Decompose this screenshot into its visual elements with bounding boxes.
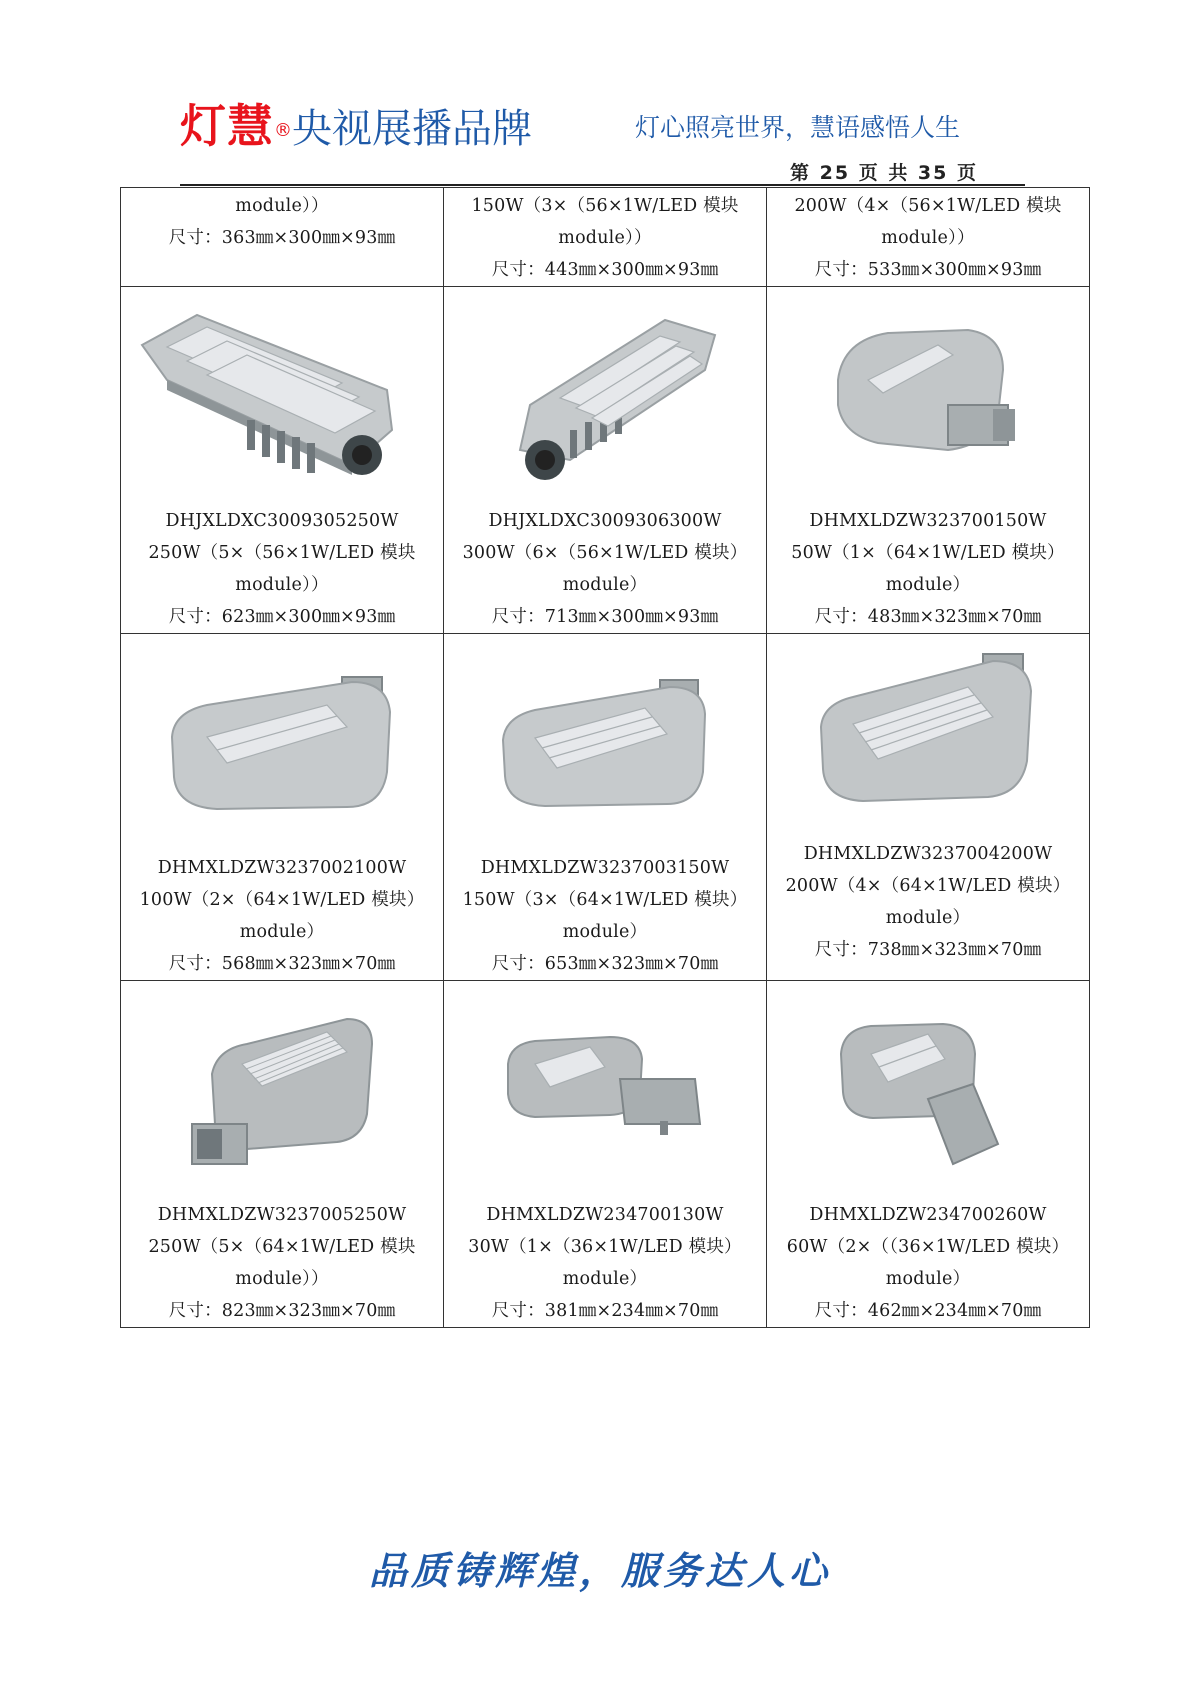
product-image — [121, 981, 443, 1207]
spec-line: 150W（3×（64×1W/LED 模块） — [462, 890, 748, 910]
spec-line: 300W（6×（56×1W/LED 模块） — [462, 543, 748, 563]
size-line: 尺寸：653㎜×323㎜×70㎜ — [491, 954, 719, 974]
cell-text — [767, 838, 1089, 966]
cell-text — [444, 852, 766, 980]
table-row — [121, 634, 1090, 981]
model-number: DHMXLDZW234700260W — [809, 1205, 1047, 1225]
spec-line: module）） — [235, 1269, 329, 1289]
size-line: 尺寸：738㎜×323㎜×70㎜ — [814, 940, 1042, 960]
spec-line: module）） — [235, 575, 329, 595]
size-line: 尺寸：568㎜×323㎜×70㎜ — [168, 954, 396, 974]
size-line: 尺寸：533㎜×300㎜×93㎜ — [814, 260, 1042, 280]
model-number: DHMXLDZW3237003150W — [480, 858, 730, 878]
page-number: 第 25 页 共 35 页 — [790, 162, 978, 184]
product-image — [121, 634, 443, 860]
size-line: 尺寸：713㎜×300㎜×93㎜ — [491, 607, 719, 627]
spec-line: module）） — [235, 196, 329, 216]
cell-text — [444, 188, 766, 286]
product-cell — [767, 634, 1090, 981]
product-image — [767, 634, 1089, 834]
spec-line: 200W（4×（64×1W/LED 模块） — [785, 876, 1071, 896]
spec-line: 250W（5×（64×1W/LED 模块 — [148, 1237, 416, 1257]
product-cell — [121, 188, 444, 287]
product-table — [120, 187, 1090, 1328]
led-street-light-2-module-icon — [162, 667, 402, 827]
size-line: 尺寸：823㎜×323㎜×70㎜ — [168, 1301, 396, 1321]
led-street-light-1-module-icon — [828, 325, 1028, 475]
cell-text — [121, 505, 443, 633]
product-cell — [444, 287, 767, 634]
spec-line: module） — [885, 575, 971, 595]
table-row — [121, 981, 1090, 1328]
spec-line: module） — [562, 1269, 648, 1289]
led-street-light-3-module-icon — [495, 672, 715, 822]
table-row — [121, 287, 1090, 634]
header-divider — [180, 184, 1025, 186]
product-cell — [121, 287, 444, 634]
brand-logo — [180, 90, 532, 156]
product-cell — [767, 287, 1090, 634]
table-row — [121, 188, 1090, 287]
model-number: DHJXLDXC3009306300W — [488, 511, 722, 531]
spec-line: 50W（1×（64×1W/LED 模块） — [791, 543, 1065, 563]
logo-text: 灯慧 — [180, 99, 274, 153]
spec-line: 30W（1×（36×1W/LED 模块） — [468, 1237, 742, 1257]
product-cell — [444, 634, 767, 981]
cell-text — [767, 188, 1089, 286]
cell-text — [767, 1199, 1089, 1327]
led-street-light-2-module-icon — [833, 1014, 1023, 1174]
spec-line: 250W（5×（56×1W/LED 模块 — [148, 543, 416, 563]
product-image — [767, 287, 1089, 513]
header-slogan: 灯心照亮世界，慧语感悟人生 — [635, 113, 961, 142]
led-street-light-5-module-icon — [137, 305, 427, 495]
product-cell — [767, 981, 1090, 1328]
spec-line: module） — [239, 922, 325, 942]
product-image — [444, 634, 766, 860]
product-image — [121, 287, 443, 513]
product-image — [444, 981, 766, 1207]
spec-line: 200W（4×（56×1W/LED 模块 — [794, 196, 1062, 216]
cell-text — [444, 1199, 766, 1327]
spec-line: module） — [885, 908, 971, 928]
cell-text — [121, 188, 443, 254]
size-line: 尺寸：443㎜×300㎜×93㎜ — [491, 260, 719, 280]
footer-slogan: 品质铸辉煌，服务达人心 — [368, 1549, 831, 1593]
product-image — [444, 287, 766, 513]
cell-text — [121, 1199, 443, 1327]
product-cell — [444, 188, 767, 287]
led-street-light-4-module-icon — [813, 649, 1043, 819]
size-line: 尺寸：363㎜×300㎜×93㎜ — [168, 228, 396, 248]
size-line: 尺寸：462㎜×234㎜×70㎜ — [814, 1301, 1042, 1321]
size-line: 尺寸：483㎜×323㎜×70㎜ — [814, 607, 1042, 627]
spec-line: 100W（2×（64×1W/LED 模块） — [139, 890, 425, 910]
cell-text — [444, 505, 766, 633]
page-header — [180, 90, 1040, 160]
product-cell — [444, 981, 767, 1328]
led-street-light-6-module-icon — [490, 310, 720, 490]
cell-text — [767, 505, 1089, 633]
model-number: DHJXLDXC3009305250W — [165, 511, 399, 531]
spec-line: module） — [562, 575, 648, 595]
model-number: DHMXLDZW323700150W — [809, 511, 1047, 531]
brand-tagline: 央视展播品牌 — [292, 106, 532, 152]
spec-line: module） — [562, 922, 648, 942]
model-number: DHMXLDZW234700130W — [486, 1205, 724, 1225]
product-cell — [767, 188, 1090, 287]
registered-mark: ® — [274, 120, 292, 141]
spec-line: 60W（2×（（36×1W/LED 模块） — [786, 1237, 1070, 1257]
product-cell — [121, 981, 444, 1328]
model-number: DHMXLDZW3237004200W — [803, 844, 1053, 864]
product-image — [767, 981, 1089, 1207]
model-number: DHMXLDZW3237002100W — [157, 858, 407, 878]
size-line: 尺寸：381㎜×234㎜×70㎜ — [491, 1301, 719, 1321]
cell-text — [121, 852, 443, 980]
spec-line: 150W（3×（56×1W/LED 模块 — [471, 196, 739, 216]
led-street-light-5-module-icon — [187, 1014, 377, 1174]
spec-line: module）） — [558, 228, 652, 248]
size-line: 尺寸：623㎜×300㎜×93㎜ — [168, 607, 396, 627]
product-cell — [121, 634, 444, 981]
model-number: DHMXLDZW3237005250W — [157, 1205, 407, 1225]
led-street-light-1-module-icon — [500, 1029, 710, 1159]
spec-line: module） — [885, 1269, 971, 1289]
spec-line: module）） — [881, 228, 975, 248]
